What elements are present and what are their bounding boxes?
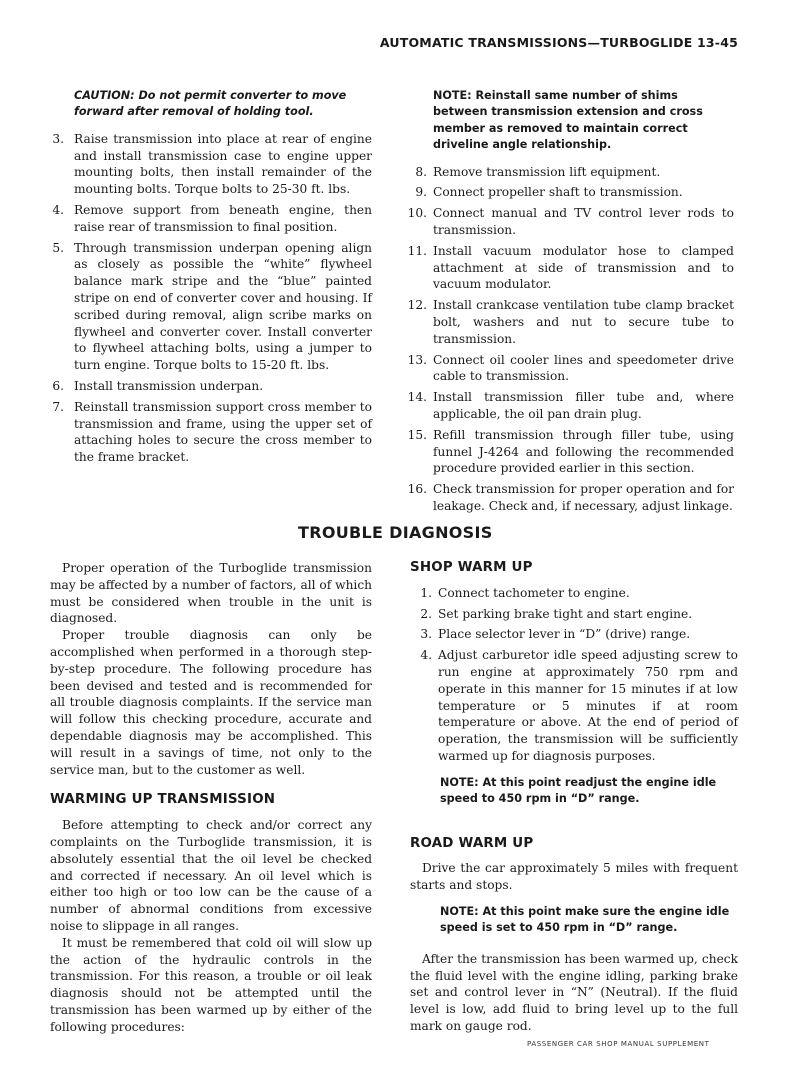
step-item (50, 240, 372, 374)
running-header: AUTOMATIC TRANSMISSIONS—TURBOGLIDE 13-45 (379, 35, 738, 50)
left-column-top (50, 88, 372, 470)
step-number: 14. (407, 390, 427, 405)
step-number: 15. (407, 427, 427, 442)
spacer (410, 822, 738, 836)
step-text: Install transmission filler tube and, where applicable, the oil pan drain plug. (433, 390, 734, 421)
page-footer: PASSENGER CAR SHOP MANUAL SUPPLEMENT (527, 1040, 710, 1048)
step-number: 2. (420, 606, 432, 621)
step-text: Install crankcase ventilation tube clamp bracket bolt, washers and nut to secure tube to transmission. (433, 298, 734, 346)
heading-warming-up: WARMING UP TRANSMISSION (50, 792, 276, 808)
step-item (50, 378, 372, 395)
step-item (50, 399, 372, 466)
road-warm-up-note: NOTE: At this point make sure the engine idle speed is set to 450 rpm in “D” range. (440, 904, 730, 935)
step-item (405, 243, 734, 293)
step-number: 1. (420, 585, 432, 600)
step-text: Raise transmission into place at rear of engine and install transmission case to engine upper mounting bolts, then install remainder of the mounting bolts. Torque bolts to 25-30 ft. lbs. (74, 131, 372, 197)
diagnosis-paragraph: Proper trouble diagnosis can only be accomplished when performed in a thorough step-by-step procedure. The following procedure has been devised and tested and is recommended for all trouble diagnosis complaints. If the service man will follow this checking procedure, accurate and dependable diagnosis may be accomplished. This will result in a savings of time, not only to the service man, but to the customer as well. (50, 628, 372, 777)
step-item (405, 205, 734, 239)
step-item (405, 164, 734, 181)
heading-road-warm-up: ROAD WARM UP (410, 835, 534, 851)
step-item (410, 626, 738, 643)
step-text: Refill transmission through filler tube, using funnel J-4264 and following the recommended procedure provided earlier in this section. (433, 427, 734, 476)
step-number: 12. (407, 298, 427, 313)
step-text: Reinstall transmission support cross member to transmission and frame, using the upper set of attaching holes to secure the cross member to the frame bracket. (74, 399, 372, 465)
step-number: 13. (407, 352, 427, 367)
fluid-check-paragraph: After the transmission has been warmed up, check the fluid level with the engine idling, parking brake set and control lever in “N” (Neutral). If the fluid level is low, add fluid to bring level up to the full mark on gauge rod. (410, 951, 738, 1033)
step-item (50, 131, 372, 198)
step-text: Install vacuum modulator hose to clamped attachment at side of transmission and to vacuum modulator. (433, 243, 734, 292)
step-number: 6. (52, 378, 64, 393)
step-item (405, 389, 734, 423)
step-number: 3. (420, 627, 432, 642)
heading-shop-warm-up: SHOP WARM UP (410, 560, 533, 575)
step-text: Connect propeller shaft to transmission. (433, 185, 683, 200)
step-number: 3. (52, 131, 64, 146)
shims-note: NOTE: Reinstall same number of shims between transmission extension and cross member as removed to maintain correct driveline angle relationship. (433, 89, 703, 152)
right-column-bottom (410, 560, 738, 1035)
step-number: 4. (420, 648, 432, 663)
step-text: Set parking brake tight and start engine. (438, 606, 693, 621)
step-item (405, 427, 734, 477)
step-item (410, 647, 738, 765)
step-text: Through transmission underpan opening align as closely as possible the “white” flywheel balance mark stripe and the “blue” painted stripe on end of converter cover and housing. If scribed during removal, align scribe marks on flywheel and converter cover. Install converter to flywheel attaching bolts, using a jumper to turn engine. Torque bolts to 15-20 ft. lbs. (74, 240, 372, 373)
installation-steps-left (50, 131, 372, 466)
spacer (50, 778, 372, 792)
step-number: 7. (52, 399, 64, 414)
step-number: 11. (407, 243, 427, 258)
left-column-bottom (50, 560, 372, 1036)
road-warm-up-intro: Drive the car approximately 5 miles with frequent starts and stops. (410, 861, 738, 893)
step-number: 9. (415, 185, 427, 200)
right-column-top (405, 88, 734, 519)
warming-paragraph: It must be remembered that cold oil will slow up the action of the hydraulic controls in the transmission. For this reason, a trouble or oil leak diagnosis should not be attempted until the transmission has been warmed up by either of the following procedures: (50, 935, 372, 1034)
step-item (405, 297, 734, 347)
step-item (410, 606, 738, 623)
shop-warm-up-steps (410, 585, 738, 765)
step-number: 16. (407, 482, 427, 497)
step-item (50, 202, 372, 236)
step-text: Connect oil cooler lines and speedometer drive cable to transmission. (433, 352, 734, 384)
step-text: Install transmission underpan. (74, 378, 264, 393)
step-text: Remove transmission lift equipment. (433, 164, 661, 179)
step-number: 5. (52, 240, 64, 255)
step-text: Connect manual and TV control lever rods to transmission. (433, 206, 734, 238)
diagnosis-paragraph: Proper operation of the Turboglide transmission may be affected by a number of factors, all of which must be considered when trouble in the unit is diagnosed. (50, 561, 372, 626)
step-text: Connect tachometer to engine. (438, 585, 630, 600)
step-item (410, 585, 738, 602)
step-number: 4. (52, 203, 64, 217)
step-item (405, 481, 734, 515)
warming-paragraph: Before attempting to check and/or correct any complaints on the Turboglide transmission, it is absolutely essential that the oil level be checked and corrected if necessary. An oil level which is either too high or too low can be the cause of a number of abnormal conditions from excessive noise to slippage in all ranges. (50, 818, 372, 933)
step-text: Remove support from beneath engine, then raise rear of transmission to final position. (74, 203, 372, 234)
step-number: 8. (415, 164, 427, 179)
step-text: Adjust carburetor idle speed adjusting screw to run engine at approximately 750 rpm and operate in this manner for 15 minutes if at low temperature or 5 minutes if at room temperature or above. At the end of period of operation, the transmission will be sufficiently warmed up for diagnosis purposes. (438, 648, 738, 763)
step-text: Check transmission for proper operation and for leakage. Check and, if necessary, adjust linkage. (433, 482, 734, 513)
step-item (405, 184, 734, 201)
step-item (405, 352, 734, 386)
shop-warm-up-note: NOTE: At this point readjust the engine idle speed to 450 rpm in “D” range. (440, 775, 717, 806)
caution-note: CAUTION: Do not permit converter to move forward after removal of holding tool. (74, 89, 347, 119)
installation-steps-right (405, 164, 734, 515)
step-text: Place selector lever in “D” (drive) range. (438, 627, 691, 642)
section-title-trouble-diagnosis: TROUBLE DIAGNOSIS (298, 523, 493, 542)
step-number: 10. (407, 206, 427, 221)
